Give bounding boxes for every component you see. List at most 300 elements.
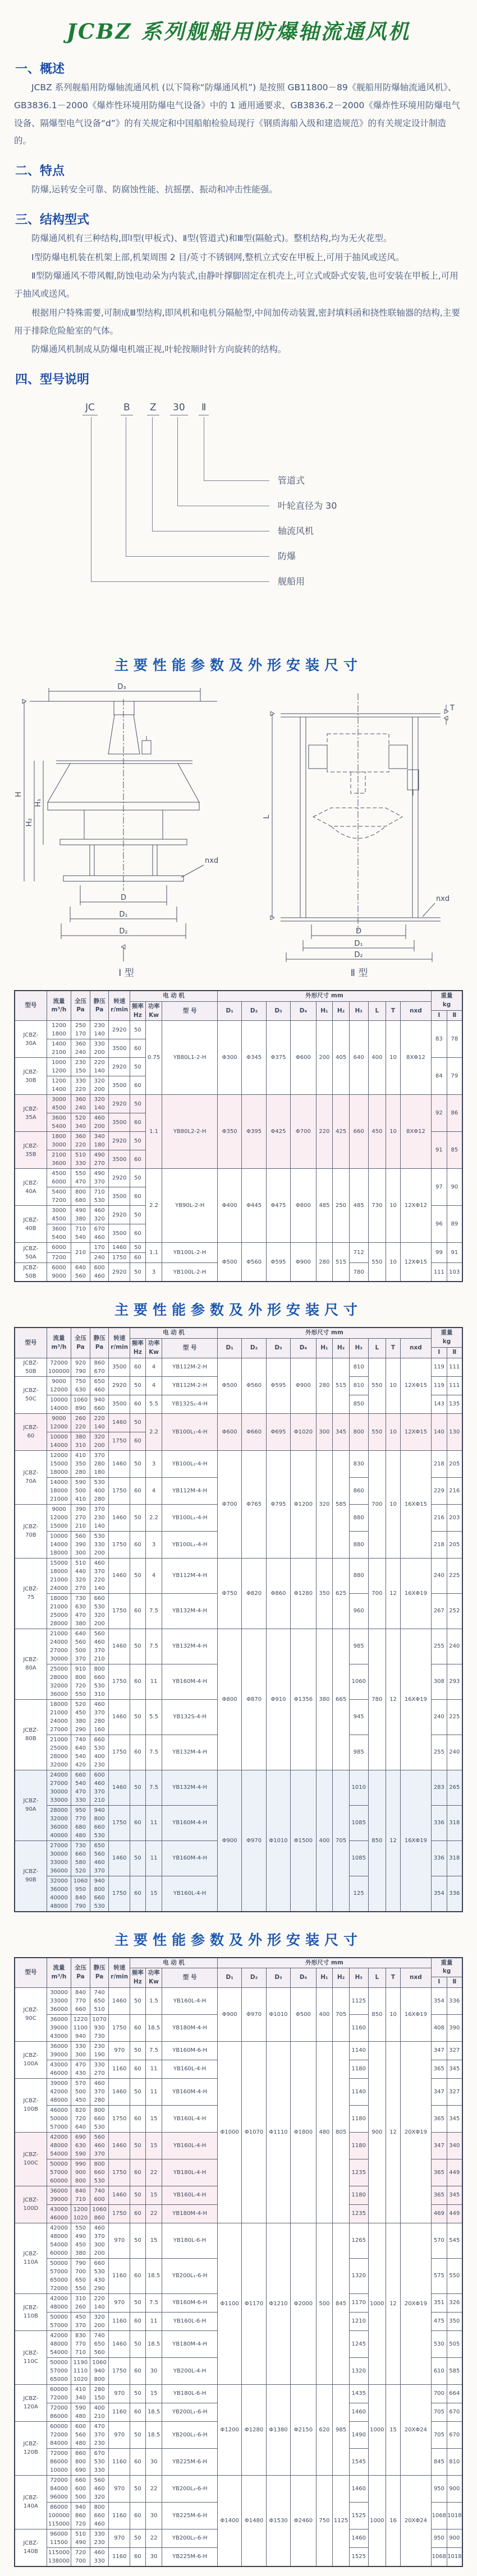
data-cell: 42000 48000 54000 60000 [47,2223,71,2258]
svg-text:L: L [263,815,271,819]
header-cell: D₄ [291,1001,316,1021]
data-cell: 810 [447,2448,462,2475]
data-cell: 42000 48000 54000 [47,2330,71,2357]
duct-outline [281,693,441,931]
data-cell: 354 [432,1876,447,1912]
data-cell: 96 [432,1206,447,1243]
data-cell: 22 [145,2204,162,2223]
table-row [15,991,462,1001]
data-cell: 2920 [109,1058,130,1076]
data-cell: 1460 [109,1558,130,1593]
data-cell: Φ795 [266,1450,290,1558]
header-cell: 转速 r/min [109,1958,130,1988]
data-cell: YB180M-4-H [162,2330,218,2357]
data-cell: 119 [432,1358,447,1376]
data-cell: JCBZ- 100B [15,2078,47,2132]
data-cell: 1018 [447,2547,462,2566]
data-cell: 550 470 [71,1169,90,1187]
data-cell: 50 [130,1169,146,1187]
data-cell: 18.5 [145,2330,162,2357]
data-cell: 585 [333,1450,350,1558]
header-cell: H₁ [316,1339,333,1358]
data-cell: 1235 [349,2204,368,2223]
data-cell: 20XΦ19 [400,2041,431,2223]
data-cell: 800 660 530 310 [90,1664,109,1699]
data-cell: 664 [447,2384,462,2403]
data-cell: Φ2460 [291,2475,316,2566]
type1-label: Ⅰ 型 [118,968,134,979]
header-cell: 静压 Pa [90,1958,109,1988]
data-cell: 230 150 [71,1058,90,1076]
data-cell: 46000 50000 57000 [47,2105,71,2132]
data-cell: 410 340 [71,2384,90,2403]
type1-drawing-box [14,682,238,979]
data-cell: 30 [145,2547,162,2566]
data-cell: 320 200 [90,2312,109,2330]
data-cell: 1160 [109,2060,130,2078]
data-cell: 1.1 [145,1095,162,1169]
data-cell: Φ1356 [291,1629,316,1770]
data-cell: 1750 [109,1805,130,1840]
data-cell: 620 [316,2384,333,2475]
data-cell: 4 [145,1477,162,1504]
leader-line [152,417,153,531]
data-cell: 92 [432,1095,447,1132]
data-cell: 330 200 [90,1039,109,1058]
data-cell: 750 [316,2475,333,2566]
table-row [15,1169,462,1187]
header-cell: 型 号 [162,1968,218,1988]
data-cell: 170 [90,1243,109,1253]
data-cell: 460 320 [90,1206,109,1224]
data-cell: 960 [349,1593,368,1629]
data-cell: 60 [130,2014,146,2041]
page-title: JCBZ 系列舰船用防爆轴流通风机 [66,19,411,44]
table-row [15,1958,462,1968]
data-cell: 810 [349,1376,368,1395]
data-cell: 1750 [109,2105,130,2132]
data-cell: YB132S₁-4-H [162,1395,218,1413]
data-cell: 3500 [109,1150,130,1169]
data-cell: 1180 [349,2105,368,2132]
data-cell: 50000 57000 60000 [47,2159,71,2186]
data-cell: YB200L₁-6-H [162,2421,218,2448]
header-cell: L [368,1001,386,1021]
data-cell: 970 [109,2529,130,2547]
data-cell: 4 [145,1358,162,1376]
data-cell: JCBZ- 50A [15,1243,47,1263]
code-meaning-exproof: 防爆 [278,551,296,562]
data-cell: Φ1070 [242,2041,266,2223]
table-row [15,2223,462,2258]
data-cell: 50 [130,2330,146,2357]
data-cell: 50 [130,1021,146,1039]
data-cell: 1068 [432,2547,447,2566]
data-cell: JCBZ- 110B [15,2293,47,2330]
data-cell: 10000 14000 [47,1395,71,1413]
data-cell: 370 230 140 [90,1504,109,1531]
data-cell: 240 [432,1558,447,1593]
model-code-diagram [14,402,463,637]
data-cell: Φ1170 [242,2223,266,2384]
header-cell: nxd [400,1339,431,1358]
data-cell: 16XΦ19 [400,1558,431,1629]
data-cell: Φ445 [242,1169,266,1243]
data-cell: Φ1020 [291,1413,316,1450]
table-row [15,1358,462,1376]
data-cell: 50 [130,1243,146,1253]
data-cell: Φ870 [242,1629,266,1770]
data-cell: 345 [447,2105,462,2132]
data-cell: 1750 [109,2159,130,2186]
data-cell: 720 700 [71,2547,90,2566]
data-cell: 240 [447,1629,462,1664]
header-cell: Ⅰ [432,1977,447,1988]
data-cell: 50 [130,2293,146,2312]
data-cell: 119 [432,1376,447,1395]
header-cell: 静压 Pa [90,1328,109,1358]
data-cell: 300 [316,1413,333,1450]
data-cell: 1220 1100 940 [71,2014,90,2041]
data-cell: 225 [447,1699,462,1735]
data-cell: 660 540 470 330 [71,1770,90,1805]
data-cell: 1160 [109,2258,130,2293]
dim-l [263,714,272,918]
data-cell: 1235 [349,2159,368,2186]
data-cell: 3 [145,1450,162,1477]
data-cell: 880 [349,1504,368,1531]
data-cell: 1750 [109,1876,130,1912]
data-cell: 72000 86000 [47,2403,71,2421]
data-cell: 16XΦ19 [400,1987,431,2041]
data-cell: Φ1000 [217,2041,241,2223]
data-cell: YB100L₁-4-H [162,1531,218,1558]
data-cell: Φ660 [242,1413,266,1450]
data-cell: 50 [130,2186,146,2204]
data-cell: 470 370 230 [90,2421,109,2448]
data-cell: 50 [130,2384,146,2403]
data-cell: Φ800 [217,1629,241,1770]
data-cell: 1085 [349,1805,368,1840]
dim-nxd [423,895,450,917]
data-cell: 21000 25000 28000 32000 [47,1735,71,1770]
data-cell: 460 330 [90,2547,109,2566]
data-cell: 1265 [349,2223,368,2258]
content [14,59,463,2576]
header-cell: D₄ [291,1968,316,1988]
data-cell: 1125 [333,2475,350,2566]
data-cell: 1140 [349,2078,368,2105]
header-cell: nxd [400,1001,431,1021]
data-cell: YB100L-2-H [162,1263,218,1282]
data-cell: 60 [130,1358,146,1376]
model-code-jc: JC [82,402,98,415]
data-cell: 660 [349,1095,368,1169]
data-cell: JCBZ- 90A [15,1770,47,1840]
data-cell: JCBZ- 70A [15,1450,47,1504]
data-cell: 318 [447,1805,462,1840]
data-cell: YB160L-4-H [162,2060,218,2078]
data-cell: 240 [447,1735,462,1770]
data-cell: 60 [130,1531,146,1558]
data-cell: 320 140 [90,1095,109,1113]
performance-heading-2: 主要性能参数及外形安装尺寸 [114,1302,363,1319]
header-cell: 功率 Kw [145,1968,162,1988]
data-cell: 216 [432,1504,447,1531]
header-cell: T [386,1339,401,1358]
data-cell: Φ1110 [266,2041,290,2223]
data-cell: 60 [130,2204,146,2223]
data-cell: 20XΦ24 [400,2384,431,2475]
data-cell: 2920 [109,1206,130,1224]
data-cell: 354 [432,1987,447,2014]
data-cell: 12XΦ15 [400,1413,431,1450]
data-cell: YB90L-2-H [162,1169,218,1243]
data-cell: 550 [368,1358,386,1413]
data-cell: 283 [432,1770,447,1805]
data-cell: 860 670 [90,1358,109,1376]
data-cell: 115000 138000 [47,2547,71,2566]
data-cell: YB132M-4-H [162,1735,218,1770]
data-cell: 505 [447,2330,462,2357]
data-cell: 1160 [349,2014,368,2041]
header-cell: H₂ [333,1001,350,1021]
data-cell: YB160L-6-H [162,2312,218,2330]
data-cell: 50 [130,1206,146,1224]
installation-drawings [14,682,463,979]
data-cell: 60 [130,1187,146,1206]
table-row [15,2475,462,2502]
data-cell: 3600 5400 [47,1113,71,1132]
header-cell: 全压 Pa [71,1328,90,1358]
data-cell: 1460 [109,1629,130,1664]
header-cell: D₁ [217,1968,241,1988]
data-cell: 7200 [47,1253,71,1263]
data-cell: 50 [130,2421,146,2448]
data-cell: 15 [145,2384,162,2403]
data-cell: 3 [145,1263,162,1282]
header-cell: D₂ [242,1968,266,1988]
data-cell: 9000 12000 [47,1413,71,1432]
section-3-paragraph-4: 根据用户特殊需要,可制成Ⅲ型结构,即风机和电机分隔舱型,中间加传动装置,密封填料函和挠性联轴器的结构,主要用于排除危险舱室的气体。 [14,307,460,336]
data-cell: 90 [447,1169,462,1206]
data-cell: 660 530 400 230 [90,1735,109,1770]
data-cell: 265 [447,1770,462,1805]
data-cell: 96000 11500 [47,2529,71,2547]
data-cell: Φ695 [266,1413,290,1450]
table-row [15,1095,462,1113]
svg-text:T: T [450,704,455,713]
data-cell: YB132M-4-H [162,1770,218,1805]
data-cell: 125 [349,1876,368,1912]
data-cell: 530 [432,2330,447,2357]
data-cell: 840 710 [71,2186,90,2204]
section-1-heading: 一、概述 [15,62,65,76]
data-cell: 4 [145,1376,162,1395]
data-cell: 730 630 470 380 [71,1593,90,1629]
data-cell: 350 [316,1558,333,1629]
data-cell: JCBZ- 140A [15,2475,47,2529]
data-cell: JCBZ- 110A [15,2223,47,2293]
header-cell: H₃ [349,1001,368,1021]
data-cell: 16XΦ15 [400,1450,431,1558]
data-cell: 351 [432,2293,447,2312]
header-cell: 频率 Hz [130,1001,146,1021]
data-cell: 1750 [109,1664,130,1699]
data-cell: 15 [386,2384,401,2475]
header-cell: D₃ [266,1339,290,1358]
data-cell: 255 [432,1629,447,1664]
header-cell: D₁ [217,1001,241,1021]
data-cell: 336 [447,1987,462,2014]
data-cell: 225 [447,1558,462,1593]
data-cell: 515 [333,1243,350,1282]
data-cell: 880 [349,1531,368,1558]
data-cell: 590 480 [71,2403,90,2421]
data-cell: 203 [447,1504,462,1531]
data-cell: 336 [432,1805,447,1840]
data-cell: Φ900 [217,1987,241,2041]
data-cell: 12XΦ15 [400,1243,431,1282]
data-cell: 60 [130,1664,146,1699]
data-cell: 1750 [109,2014,130,2041]
data-cell: 800 [349,1413,368,1450]
header-cell: T [386,1968,401,1988]
data-cell: JCBZ- 120B [15,2421,47,2475]
data-cell: Φ970 [242,1987,266,2041]
data-cell: 360 240 [71,1095,90,1113]
data-cell: 50000 57000 65000 [47,2357,71,2384]
header-cell: 功率 Kw [145,1339,162,1358]
data-cell: 1200 1020 [71,2204,90,2223]
data-cell: Φ500 [217,1358,241,1413]
data-cell: 1160 [109,2403,130,2421]
data-cell: 50 [130,1263,146,1282]
data-cell: 1.5 [145,1987,162,2014]
code-meaning-duct: 管道式 [278,475,305,486]
data-cell: 220 140 [90,1413,109,1432]
data-cell: 940 860 720 [71,2502,90,2529]
data-cell: 27000 30000 33000 36000 [47,1840,71,1876]
data-cell: 42000 48000 54000 [47,2132,71,2159]
data-cell: 293 [447,1664,462,1699]
model-code-ii: Ⅱ [199,402,209,415]
data-cell: 405 [333,1021,350,1095]
data-cell: 60 [130,2312,146,2330]
data-cell: 705 [432,2421,447,2448]
data-cell: 60 [130,1224,146,1243]
data-cell: 2.2 [145,1169,162,1243]
data-cell: 1060 [349,1664,368,1699]
data-cell: 320 [316,1450,333,1558]
model-code-b: B [121,402,133,415]
data-cell: 7.5 [145,1629,162,1664]
data-cell: 347 [432,2078,447,2105]
data-cell: 111 [447,1376,462,1395]
data-cell: 800 680 [71,1187,90,1206]
data-cell: 500 [316,2223,333,2384]
data-cell: 60 [130,1076,146,1095]
data-cell: 22 [145,2159,162,2186]
data-cell: JCBZ- 40A [15,1169,47,1206]
data-cell: 365 [432,2186,447,2204]
data-cell: YB100L-2-H [162,1243,218,1263]
data-cell: 590 500 410 [71,1477,90,1504]
data-cell: 50 [130,1770,146,1805]
data-cell: 60 [130,1395,146,1413]
dim-t [446,704,455,725]
data-cell: 660 600 500 [71,2475,90,2502]
data-cell: 111 [447,1358,462,1376]
data-cell: 3500 [109,1113,130,1132]
table-row [15,2384,462,2403]
data-cell: YB112M-4-H [162,1477,218,1504]
data-cell: 230 190 [90,2041,109,2060]
svg-text:D: D [355,927,362,936]
data-cell: 1750 [109,1253,130,1263]
data-cell: 600 560 480 [71,2421,90,2448]
table-row [15,1021,462,1039]
data-cell: YB112M-2-H [162,1358,218,1376]
header-cell: 转速 r/min [109,991,130,1021]
data-cell: YB100L₂-4-H [162,1450,218,1477]
data-cell: 60 [130,1805,146,1840]
data-cell: 850 [368,1987,386,2041]
data-cell: JCBZ- 100D [15,2186,47,2223]
data-cell: Φ1500 [291,1770,316,1912]
data-cell: 1460 [109,2078,130,2105]
data-cell: 730 [368,1169,386,1243]
data-cell: JCBZ- 90C [15,1987,47,2041]
data-cell: 1180 [349,2132,368,2159]
data-cell: JCBZ- 120A [15,2384,47,2421]
leader-line [204,480,269,481]
data-cell: 1460 [109,1987,130,2014]
data-cell: 320 200 [90,1432,109,1450]
data-cell: Φ860 [266,1558,290,1629]
data-cell: 660 530 430 290 [90,2258,109,2293]
header-cell: D₁ [217,1339,241,1358]
data-cell: 12 [386,2223,401,2384]
data-cell: YB160M-4-H [162,2078,218,2105]
data-cell: 690 630 590 [71,2132,90,2159]
data-cell: 650 560 460 370 [90,1840,109,1876]
data-cell: 575 [432,2258,447,2293]
section-3-paragraph-3: Ⅱ型防爆通风不带风帽,防蚀电动朵为内装式,由静叶撑脚固定在机壳上,可立式或卧式安装,也可安装在甲板上,可用于抽风或送风。 [14,271,458,299]
data-cell: 1750 [109,1735,130,1770]
data-cell: YB200L₂-6-H [162,2529,218,2547]
data-cell: 10 [386,1987,401,2041]
data-cell: 880 [349,1558,368,1593]
data-cell: 1400 2100 [47,1039,71,1058]
data-cell: 130 [447,1413,462,1450]
data-cell: 230 140 [90,1021,109,1039]
data-cell: YB160L-4-H [162,2186,218,2204]
data-cell: YB80L1-2-H [162,1021,218,1095]
data-cell: 10 [386,1243,401,1282]
section-2-heading: 二、特点 [15,164,65,179]
data-cell: 700 [368,1558,386,1629]
data-cell: 940 660 [90,1395,109,1413]
data-cell: 1750 [109,1531,130,1558]
data-cell: 345 [447,2060,462,2078]
data-cell: 610 [432,2357,447,2384]
header-cell: 全压 Pa [71,991,90,1021]
leader-line [91,581,269,582]
data-cell: 12 [386,1629,401,1770]
data-cell: 18.5 [145,2403,162,2421]
data-cell: Φ1010 [266,1770,290,1912]
